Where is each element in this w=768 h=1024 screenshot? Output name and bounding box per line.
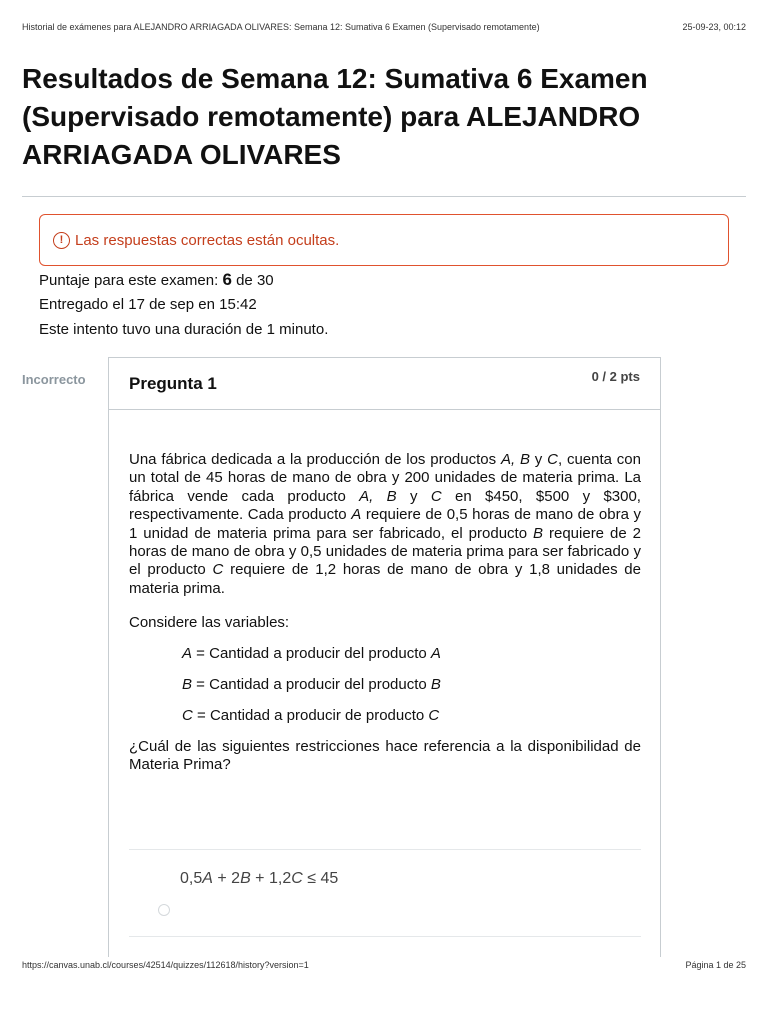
title-divider [22, 196, 746, 197]
question-title: Pregunta 1 [129, 374, 217, 393]
print-footer-page: Página 1 de 25 [685, 960, 746, 970]
print-header-title: Historial de exámenes para ALEJANDRO ARRIAGADA OLIVARES: Semana 12: Sumativa 6 Examen (Supervisado remotamente) [22, 22, 540, 32]
question-header [109, 358, 660, 410]
question-prompt: ¿Cuál de las siguientes restricciones hace referencia a la disponibilidad de Materia Prima? [129, 738, 641, 774]
answer-divider [129, 849, 641, 850]
print-header [22, 22, 746, 32]
question-body [129, 451, 641, 774]
page-title-line: ARRIAGADA OLIVARES [22, 139, 341, 170]
print-footer [22, 960, 746, 970]
alert-text: Las respuestas correctas están ocultas. [75, 231, 340, 249]
page-title-line: Resultados de Semana 12: Sumativa 6 Examen [22, 63, 648, 94]
score-value: 6 [222, 270, 232, 289]
quiz-summary [39, 270, 328, 345]
answer-option-text: 0,5A + 2B + 1,2C ≤ 45 [180, 870, 339, 887]
submitted-line: Entregado el 17 de sep en 15:42 [39, 296, 257, 313]
question-card [108, 357, 661, 957]
score-total: de 30 [231, 272, 274, 289]
score-line [39, 270, 328, 295]
page-title-line: (Supervisado remotamente) para ALEJANDRO [22, 101, 641, 132]
answer-divider [129, 936, 641, 937]
hidden-answers-alert [39, 214, 729, 266]
answer-radio-button[interactable] [158, 904, 170, 916]
question-points: 0 / 2 pts [591, 369, 640, 384]
duration-line: Este intento tuvo una duración de 1 minuto. [39, 321, 329, 338]
print-footer-url[interactable]: https://canvas.unab.cl/courses/42514/quizzes/112618/history?version=1 [22, 960, 309, 970]
variable-definition: C = Cantidad a producir de producto C [182, 707, 440, 724]
page-title [22, 60, 722, 174]
variable-definition: A = Cantidad a producir del producto A [182, 645, 441, 662]
variable-definition: B = Cantidad a producir del producto B [182, 676, 441, 693]
consider-variables-text: Considere las variables: [129, 614, 290, 631]
question-statement: Una fábrica dedicada a la producción de los productos A, B y C, cuenta con un total de 45 horas de mano de obra y 200 unidades de materia prima. La fábrica vende cada producto A, B y C en $450, $500 y $300, respectivamente. Cada producto A requiere de 0,5 horas de mano de obra y 1 unidad de materia prima para ser fabricado, el producto B requiere de 2 horas de mano de obra y 0,5 unidades de materia prima para ser fabricado y el producto C requiere de 1,2 horas de mano de obra y 1,8 unidades de materia prima. [129, 451, 641, 597]
question-status-badge: Incorrecto [22, 372, 86, 387]
score-label: Puntaje para este examen: [39, 272, 223, 289]
print-header-date: 25-09-23, 00:12 [682, 22, 746, 32]
exclamation-circle-icon: ! [53, 232, 70, 249]
